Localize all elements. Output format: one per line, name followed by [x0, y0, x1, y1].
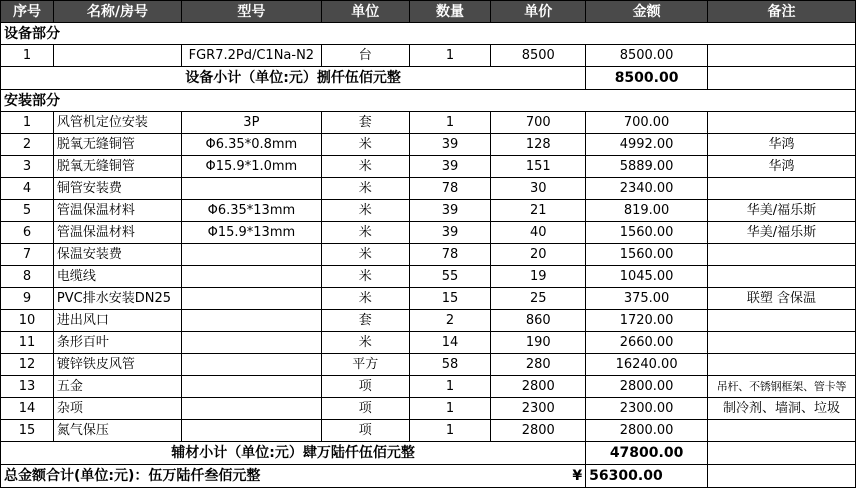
cell-unit: 米: [321, 222, 409, 244]
cell-amount: 1560.00: [586, 222, 708, 244]
cell-model: [181, 420, 321, 442]
cell-no: 13: [1, 376, 54, 398]
table-row: [1, 332, 856, 354]
cell-name: 杂项: [53, 398, 181, 420]
cell-model: [181, 288, 321, 310]
cell-amount: 375.00: [586, 288, 708, 310]
cell-note: 华鸿: [707, 156, 855, 178]
cell-unit: 米: [321, 134, 409, 156]
cell-price: 20: [491, 244, 586, 266]
table-row: [1, 376, 856, 398]
cell-amount: 1045.00: [586, 266, 708, 288]
cell-no: 3: [1, 156, 54, 178]
cell-note: 华美/福乐斯: [707, 200, 855, 222]
header-row: [1, 1, 856, 23]
cell-name: 铜管安装费: [53, 178, 181, 200]
cell-name: PVC排水安装DN25: [53, 288, 181, 310]
cell-unit: 米: [321, 178, 409, 200]
cell-unit: 米: [321, 156, 409, 178]
cell-qty: 39: [409, 222, 491, 244]
equipment-subtotal-row: [1, 67, 856, 90]
cell-qty: 78: [409, 178, 491, 200]
install-subtotal-value: 47800.00: [586, 442, 708, 465]
cell-qty: 1: [409, 45, 491, 67]
header-price: 单价: [491, 1, 586, 23]
cell-amount: 16240.00: [586, 354, 708, 376]
cell-no: 15: [1, 420, 54, 442]
equipment-subtotal-value: 8500.00: [586, 67, 708, 90]
cell-unit: 项: [321, 420, 409, 442]
table-row: [1, 156, 856, 178]
cell-amount: 2660.00: [586, 332, 708, 354]
cell-name: 进出风口: [53, 310, 181, 332]
cell-model: Φ6.35*0.8mm: [181, 134, 321, 156]
table-row: [1, 266, 856, 288]
cell-price: 151: [491, 156, 586, 178]
equipment-section-row: [1, 23, 856, 45]
cell-model: Φ15.9*1.0mm: [181, 156, 321, 178]
header-model: 型号: [181, 1, 321, 23]
cell-amount: 2340.00: [586, 178, 708, 200]
grand-total-row: [1, 465, 856, 488]
install-subtotal-row: [1, 442, 856, 465]
cell-amount: 5889.00: [586, 156, 708, 178]
cell-price: 21: [491, 200, 586, 222]
cell-amount: 4992.00: [586, 134, 708, 156]
cell-note: 华鸿: [707, 134, 855, 156]
cell-price: 2800: [491, 376, 586, 398]
cell-name: 条形百叶: [53, 332, 181, 354]
header-no: 序号: [1, 1, 54, 23]
table-row: [1, 222, 856, 244]
cell-qty: 78: [409, 244, 491, 266]
install-subtotal-note: [707, 442, 855, 465]
grand-total-note: [707, 465, 855, 488]
cell-unit: 米: [321, 244, 409, 266]
cell-qty: 39: [409, 200, 491, 222]
table-row: [1, 45, 856, 67]
cell-model: [181, 376, 321, 398]
cell-model: Φ15.9*13mm: [181, 222, 321, 244]
table-body: [1, 1, 856, 488]
cell-no: 6: [1, 222, 54, 244]
cell-note: 华美/福乐斯: [707, 222, 855, 244]
header-unit: 单位: [321, 1, 409, 23]
cell-amount: 8500.00: [586, 45, 708, 67]
grand-total-label: 总金额合计(单位:元)：伍万陆仟叁佰元整: [1, 465, 491, 488]
cell-no: 10: [1, 310, 54, 332]
cell-amount: 2800.00: [586, 376, 708, 398]
cell-amount: 819.00: [586, 200, 708, 222]
cell-qty: 15: [409, 288, 491, 310]
cell-price: 860: [491, 310, 586, 332]
cell-amount: 700.00: [586, 112, 708, 134]
table-row: [1, 310, 856, 332]
cell-note: 联塑 含保温: [707, 288, 855, 310]
cell-qty: 1: [409, 420, 491, 442]
cell-no: 8: [1, 266, 54, 288]
cell-note: [707, 45, 855, 67]
cell-note: [707, 354, 855, 376]
cell-note: 吊杆、不锈钢框架、管卡等: [707, 376, 855, 398]
cell-note: [707, 178, 855, 200]
install-section-row: [1, 90, 856, 112]
cell-model: Φ6.35*13mm: [181, 200, 321, 222]
cell-qty: 14: [409, 332, 491, 354]
cell-qty: 1: [409, 376, 491, 398]
cell-price: 30: [491, 178, 586, 200]
cell-price: 280: [491, 354, 586, 376]
cell-no: 5: [1, 200, 54, 222]
cell-name: 风管机定位安装: [53, 112, 181, 134]
table-row: [1, 178, 856, 200]
cell-no: 11: [1, 332, 54, 354]
equipment-subtotal-note: [707, 67, 855, 90]
cell-unit: 平方: [321, 354, 409, 376]
cell-model: 3P: [181, 112, 321, 134]
table-row: [1, 288, 856, 310]
cell-qty: 58: [409, 354, 491, 376]
cell-price: 40: [491, 222, 586, 244]
cell-no: 1: [1, 45, 54, 67]
cell-name: 脱氧无缝铜管: [53, 134, 181, 156]
cell-model: [181, 310, 321, 332]
cell-name: 氮气保压: [53, 420, 181, 442]
cell-note: [707, 332, 855, 354]
cell-model: [181, 354, 321, 376]
grand-total-value: 56300.00: [586, 465, 708, 488]
cell-amount: 2800.00: [586, 420, 708, 442]
cell-model: [181, 244, 321, 266]
cell-unit: 米: [321, 200, 409, 222]
equipment-subtotal-label: 设备小计（单位:元）捌仟伍佰元整: [1, 67, 586, 90]
cell-name: [53, 45, 181, 67]
cell-price: 190: [491, 332, 586, 354]
table-row: [1, 134, 856, 156]
table-row: [1, 398, 856, 420]
cell-name: 管温保温材料: [53, 200, 181, 222]
cell-model: FGR7.2Pd/C1Na-N2: [181, 45, 321, 67]
cell-qty: 1: [409, 112, 491, 134]
cell-model: [181, 332, 321, 354]
header-note: 备注: [707, 1, 855, 23]
cell-name: 保温安装费: [53, 244, 181, 266]
cell-qty: 39: [409, 156, 491, 178]
cell-note: 制冷剂、墙洞、垃圾: [707, 398, 855, 420]
cell-amount: 1720.00: [586, 310, 708, 332]
table-row: [1, 354, 856, 376]
cell-name: 五金: [53, 376, 181, 398]
cell-price: 19: [491, 266, 586, 288]
cell-name: 电缆线: [53, 266, 181, 288]
table-row: [1, 112, 856, 134]
cell-note: [707, 310, 855, 332]
cell-name: 脱氧无缝铜管: [53, 156, 181, 178]
cell-note: [707, 266, 855, 288]
equipment-section-title: 设备部分: [1, 23, 856, 45]
cell-note: [707, 244, 855, 266]
cell-price: 2800: [491, 420, 586, 442]
cell-no: 2: [1, 134, 54, 156]
cell-qty: 55: [409, 266, 491, 288]
cell-unit: 台: [321, 45, 409, 67]
cell-name: 镀锌铁皮风管: [53, 354, 181, 376]
cell-amount: 1560.00: [586, 244, 708, 266]
cell-qty: 1: [409, 398, 491, 420]
cell-model: [181, 178, 321, 200]
table-row: [1, 420, 856, 442]
table-row: [1, 200, 856, 222]
cell-no: 9: [1, 288, 54, 310]
cell-no: 7: [1, 244, 54, 266]
header-name: 名称/房号: [53, 1, 181, 23]
grand-total-currency: ¥: [491, 465, 586, 488]
cell-qty: 39: [409, 134, 491, 156]
cell-qty: 2: [409, 310, 491, 332]
cell-model: [181, 398, 321, 420]
cell-name: 管温保温材料: [53, 222, 181, 244]
cell-unit: 项: [321, 376, 409, 398]
cell-price: 8500: [491, 45, 586, 67]
cell-no: 1: [1, 112, 54, 134]
header-amount: 金额: [586, 1, 708, 23]
cell-unit: 项: [321, 398, 409, 420]
cell-note: [707, 112, 855, 134]
cell-unit: 米: [321, 332, 409, 354]
cell-price: 128: [491, 134, 586, 156]
cell-unit: 套: [321, 112, 409, 134]
cell-no: 12: [1, 354, 54, 376]
cell-unit: 米: [321, 288, 409, 310]
install-subtotal-label: 辅材小计（单位:元）肆万陆仟伍佰元整: [1, 442, 586, 465]
cell-note: [707, 420, 855, 442]
install-section-title: 安装部分: [1, 90, 856, 112]
cell-unit: 套: [321, 310, 409, 332]
cell-price: 700: [491, 112, 586, 134]
cell-price: 25: [491, 288, 586, 310]
cell-no: 14: [1, 398, 54, 420]
cell-model: [181, 266, 321, 288]
cell-unit: 米: [321, 266, 409, 288]
cell-no: 4: [1, 178, 54, 200]
table-row: [1, 244, 856, 266]
cell-price: 2300: [491, 398, 586, 420]
header-qty: 数量: [409, 1, 491, 23]
cell-amount: 2300.00: [586, 398, 708, 420]
